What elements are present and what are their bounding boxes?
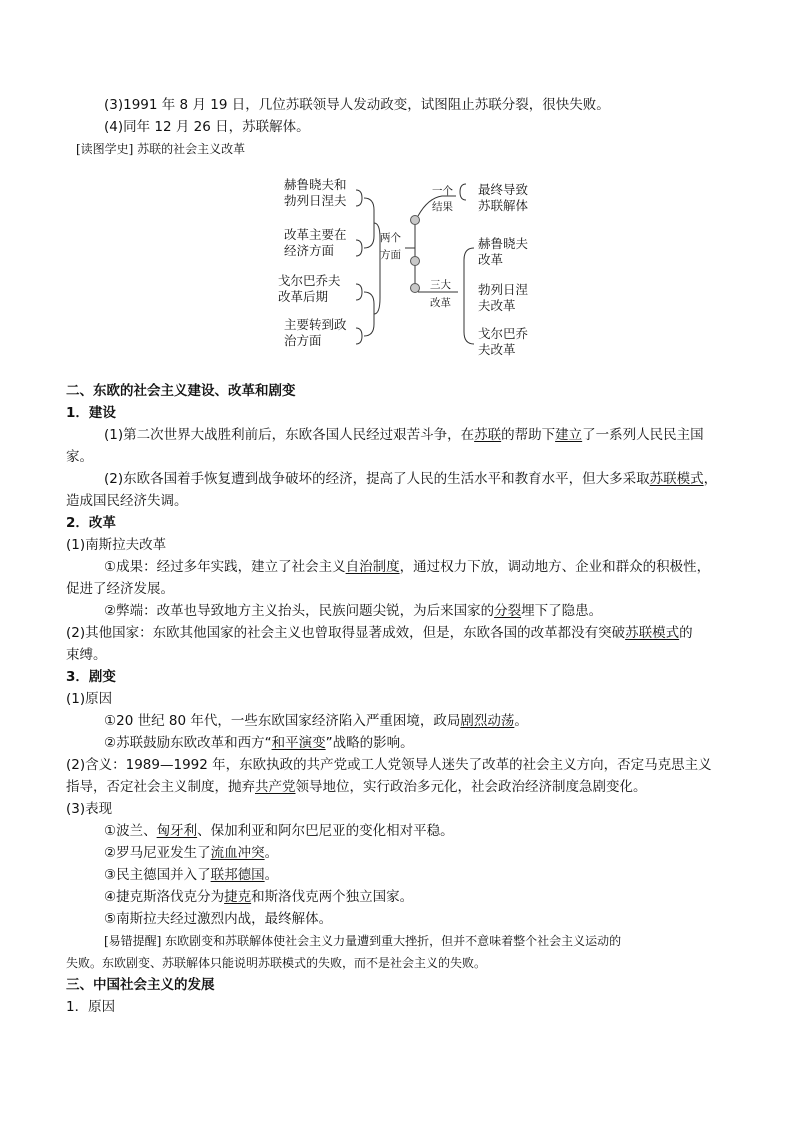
change-e3: ③民主德国并入了联邦德国。 [104, 867, 279, 883]
bracket-reforms [464, 248, 474, 344]
tip-line-2: 失败。东欧剧变、苏联解体只能说明苏联模式的失败，而不是社会主义的失败。 [66, 956, 487, 970]
read-chart-label: [读图学史] 苏联的社会主义改革 [76, 142, 246, 156]
diagram-left-1a: 赫鲁晓夫和 [284, 177, 347, 192]
diagram-reform-2b: 夫改革 [478, 298, 516, 313]
reform-o1-cont: 束缚。 [66, 647, 107, 663]
change-e5: ⑤南斯拉夫经过激烈内战，最终解体。 [104, 911, 333, 927]
diagram-left-4a: 主要转到政 [284, 317, 347, 332]
diagram-reform-1b: 改革 [478, 252, 504, 267]
tip-line-1: [易错提醒] 东欧剧变和苏联解体使社会主义力量遭到重大挫折，但并不意味着整个社会主义运动的 [104, 934, 622, 948]
change-m2: 指导，否定社会主义制度，抛弃共产党领导地位，实行政治多元化，社会政治经济制度急剧变化。 [66, 779, 647, 795]
node-top [411, 216, 420, 225]
build-p2-cont: 造成国民经济失调。 [66, 493, 188, 509]
build-p1-cont: 家。 [66, 449, 93, 465]
bracket-small-3 [356, 284, 362, 300]
soviet-reform-diagram [270, 168, 570, 366]
diagram-result-b: 苏联解体 [478, 198, 529, 213]
diagram-left-2b: 经济方面 [284, 243, 335, 258]
change-c1: ①20 世纪 80 年代，一些东欧国家经济陷入严重困境，政局剧烈动荡。 [104, 713, 528, 729]
change-e1: ①波兰、匈牙利、保加利亚和阿尔巴尼亚的变化相对平稳。 [104, 823, 454, 839]
change-e2: ②罗马尼亚发生了流血冲突。 [104, 845, 279, 861]
reform-r2: ②弊端：改革也导致地方主义抬头，民族问题尖锐，为后来国家的分裂埋下了隐患。 [104, 603, 603, 619]
build-p2: (2)东欧各国着手恢复遭到战争破坏的经济，提高了人民的生活水平和教育水平，但大多采取苏联模式， [104, 471, 718, 487]
bracket-small-4 [356, 328, 362, 344]
diagram-center-b: 方面 [380, 249, 401, 261]
diagram-left-3b: 改革后期 [278, 289, 329, 304]
text-item-3: (3)1991 年 8 月 19 日，几位苏联领导人发动政变，试图阻止苏联分裂，很快失败。 [104, 97, 610, 113]
diagram-left-2a: 改革主要在 [284, 227, 347, 242]
reform-r1: ①成果：经过多年实践，建立了社会主义自治制度，通过权力下放，调动地方、企业和群众的积极性， [104, 559, 711, 575]
reform-heading: 2．改革 [66, 515, 116, 531]
change-m1: (2)含义：1989—1992 年，东欧执政的共产党或工人党领导人迷失了改革的社会主义方向，否定马克思主义 [66, 757, 712, 773]
diagram-result-a: 最终导致 [478, 182, 529, 197]
change-perf: (3)表现 [66, 801, 113, 817]
diagram-left-4b: 治方面 [284, 333, 322, 348]
section-3-h1: 1．原因 [66, 999, 116, 1015]
bracket-result [460, 184, 466, 200]
diagram-reform-2a: 勃列日涅 [478, 282, 529, 297]
bracket-big-bottom [364, 292, 374, 336]
diagram-center-a: 两个 [380, 232, 401, 244]
diagram-reform-3b: 夫改革 [478, 342, 516, 357]
section-3-title: 三、中国社会主义的发展 [66, 977, 215, 993]
node-bottom [411, 284, 420, 293]
change-c2: ②苏联鼓励东欧改革和西方“和平演变”战略的影响。 [104, 735, 414, 751]
reform-r1-cont: 促进了经济发展。 [66, 581, 174, 597]
diagram-branch2-a: 三大 [430, 279, 451, 291]
section-2-title: 二、东欧的社会主义建设、改革和剧变 [66, 383, 296, 399]
change-e4: ④捷克斯洛伐克分为捷克和斯洛伐克两个独立国家。 [104, 889, 414, 905]
change-cause: (1)原因 [66, 691, 113, 707]
diagram-branch1-b: 结果 [432, 201, 453, 213]
build-heading: 1．建设 [66, 405, 116, 421]
reform-sub1: (1)南斯拉夫改革 [66, 537, 167, 553]
diagram-left-1b: 勃列日涅夫 [284, 193, 347, 208]
reform-o1: (2)其他国家：东欧其他国家的社会主义也曾取得显著成效，但是，东欧各国的改革都没有突破苏联模式的 [66, 625, 693, 641]
diagram-left-3a: 戈尔巴乔夫 [278, 273, 341, 288]
diagram-reform-1a: 赫鲁晓夫 [478, 236, 529, 251]
bracket-big-top [364, 198, 374, 248]
change-heading: 3．剧变 [66, 669, 116, 685]
text-item-4: (4)同年 12 月 26 日，苏联解体。 [104, 119, 310, 135]
bracket-small-2 [356, 240, 362, 256]
build-p1: (1)第二次世界大战胜利前后，东欧各国人民经过艰苦斗争，在苏联的帮助下建立了一系列人民民主国 [104, 427, 704, 443]
diagram-branch2-b: 改革 [430, 297, 451, 309]
node-middle [411, 257, 420, 266]
diagram-reform-3a: 戈尔巴乔 [478, 326, 529, 341]
diagram-branch1-a: 一个 [432, 185, 453, 197]
bracket-small-1 [356, 190, 362, 206]
